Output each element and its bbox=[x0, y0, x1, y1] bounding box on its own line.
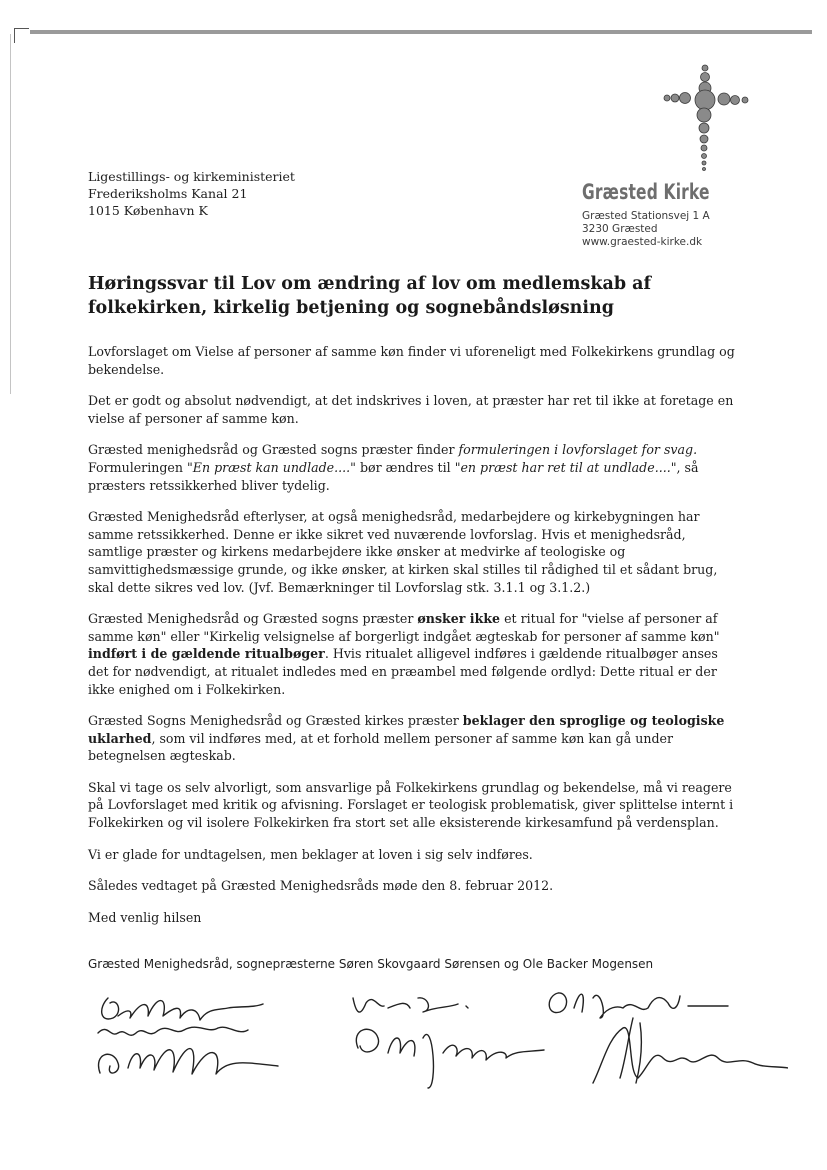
paragraph: Lovforslaget om Vielse af personer af samme køn finder vi uforeneligt med Folkekirkens grundlag og bekendelse. bbox=[88, 344, 735, 377]
recipient-address bbox=[88, 168, 295, 219]
recipient-line: 1015 København K bbox=[88, 203, 208, 218]
church-address-line: Græsted Stationsvej 1 A bbox=[582, 210, 710, 222]
scan-border-top bbox=[30, 30, 812, 34]
sender-block bbox=[582, 180, 738, 249]
paragraph: Således vedtaget på Græsted Menighedsråds møde den 8. februar 2012. bbox=[88, 878, 554, 894]
paragraph: Vi er glade for undtagelsen, men beklager at loven i sig selv indføres. bbox=[88, 846, 533, 862]
paragraph: Græsted Sogns Menighedsråd og Græsted kirkes præster beklager den sproglige og teologiske uklarhed, som vil indføres med, at et forhold mellem personer af samme køn kan gå under betegnelsen ægteskab. bbox=[88, 713, 725, 764]
signature-5 bbox=[356, 1029, 544, 1088]
paragraph: Græsted menighedsråd og Græsted sogns præster finder formuleringen i lovforslaget for svag. Formuleringen "En præst kan undlade...." bør ændres til "en præst har ret til at undlade....", så præsters retssikkerhed bliver tydelig. bbox=[88, 442, 699, 493]
church-address-line: 3230 Græsted bbox=[582, 223, 658, 235]
signature-7 bbox=[593, 1028, 788, 1083]
signature-1 bbox=[102, 998, 263, 1020]
handwritten-signatures bbox=[88, 978, 788, 1098]
paragraph: Græsted Menighedsråd efterlyser, at også menighedsråd, medarbejdere og kirkebygningen har samme retssikkerhed. Denne er ikke sikret ved nuværende lovforslag. Hvis et menighedsråd, samtlige præster og kirkens medarbejdere ikke ønsker at medvirke af teologiske og samvittighedsmæssige grunde, og ikke ønsker, at kirken skal stilles til rådighed til et sådant brug, skal dette sikres ved lov. (Jvf. Bemærkninger til Lovforslag stk. 3.1.1 og 3.1.2.) bbox=[88, 509, 718, 595]
scan-border-left bbox=[10, 34, 11, 394]
church-website: www.graested-kirke.dk bbox=[582, 236, 703, 248]
document-title: Høringssvar til Lov om ændring af lov om medlemskab af folkekirken, kirkelig betjening og sognebåndsløsning bbox=[88, 274, 652, 318]
signature-3 bbox=[99, 1049, 278, 1074]
closing: Med venlig hilsen bbox=[88, 909, 202, 925]
letter-body bbox=[88, 343, 738, 930]
church-logo-icon bbox=[655, 62, 765, 182]
signature-4 bbox=[353, 998, 468, 1012]
paragraph: Græsted Menighedsråd og Græsted sogns præster ønsker ikke et ritual for "vielse af personer af samme køn" eller "Kirkelig velsignelse af borgerligt indgået ægteskab for personer af samme køn" indført i de gældende ritualbøger. Hvis ritualet alligevel indføres i gældende ritualbøger anses det for nødvendigt, at ritualet indledes med en præambel med følgende ordlyd: Dette ritual er der ikke enighed om i Folkekirken. bbox=[88, 611, 720, 697]
paragraph: Det er godt og absolut nødvendigt, at det indskrives i loven, at præster har ret til ikke at foretage en vielse af personer af samme køn. bbox=[88, 393, 734, 426]
church-name: Græsted Kirke bbox=[582, 180, 710, 204]
scan-corner-mark bbox=[14, 28, 29, 43]
recipient-line: Frederiksholms Kanal 21 bbox=[88, 186, 248, 201]
paragraph: Skal vi tage os selv alvorligt, som ansvarlige på Folkekirkens grundlag og bekendelse, må vi reagere på Lovforslaget med kritik og afvisning. Forslaget er teologisk problematisk, giver splittelse internt i Folkekirken og vil isolere Folkekirken fra stort set alle eksisterende kirkesamfund på verdensplan. bbox=[88, 779, 734, 831]
recipient-line: Ligestillings- og kirkeministeriet bbox=[88, 169, 295, 184]
signature-6 bbox=[549, 993, 728, 1018]
signoff-line: Græsted Menighedsråd, sognepræsterne Søren Skovgaard Sørensen og Ole Backer Mogensen bbox=[88, 957, 654, 971]
signature-2 bbox=[98, 1027, 248, 1035]
